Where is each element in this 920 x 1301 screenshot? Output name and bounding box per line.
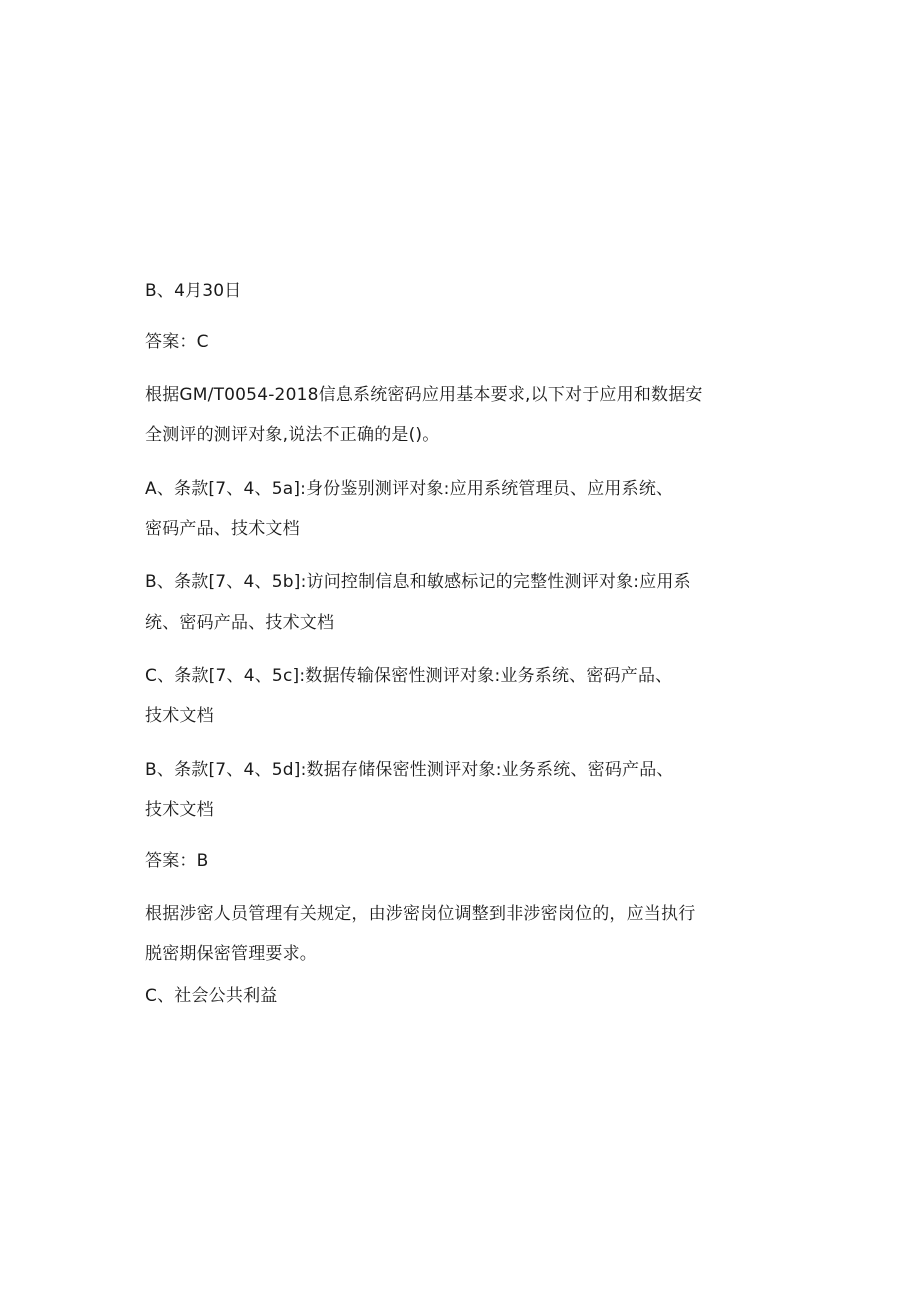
question-gmt0054-line2: 全测评的测评对象,说法不正确的是()。 bbox=[145, 425, 440, 445]
option-c-line2: 技术文档 bbox=[145, 706, 214, 726]
option-b-line1: B、条款[7、4、5b]:访问控制信息和敏感标记的完整性测评对象:应用系 bbox=[145, 572, 691, 592]
question-gmt0054-line1: 根据GM/T0054-2018信息系统密码应用基本要求,以下对于应用和数据安 bbox=[145, 385, 703, 405]
statement-line1: 根据涉密人员管理有关规定，由涉密岗位调整到非涉密岗位的，应当执行 bbox=[145, 904, 696, 924]
option-d-line2: 技术文档 bbox=[145, 800, 214, 820]
option-c-public-interest: C、社会公共利益 bbox=[145, 986, 278, 1006]
answer-b: 答案：B bbox=[145, 851, 209, 871]
option-b-line2: 统、密码产品、技术文档 bbox=[145, 613, 335, 633]
statement-line2: 脱密期保密管理要求。 bbox=[145, 944, 317, 964]
option-a-line2: 密码产品、技术文档 bbox=[145, 519, 300, 539]
option-c-line1: C、条款[7、4、5c]:数据传输保密性测评对象:业务系统、密码产品、 bbox=[145, 666, 673, 686]
option-a-line1: A、条款[7、4、5a]:身份鉴别测评对象:应用系统管理员、应用系统、 bbox=[145, 479, 674, 499]
answer-c: 答案：C bbox=[145, 332, 209, 352]
option-b-date: B、4月30日 bbox=[145, 281, 242, 301]
option-d-line1: B、条款[7、4、5d]:数据存储保密性测评对象:业务系统、密码产品、 bbox=[145, 760, 674, 780]
